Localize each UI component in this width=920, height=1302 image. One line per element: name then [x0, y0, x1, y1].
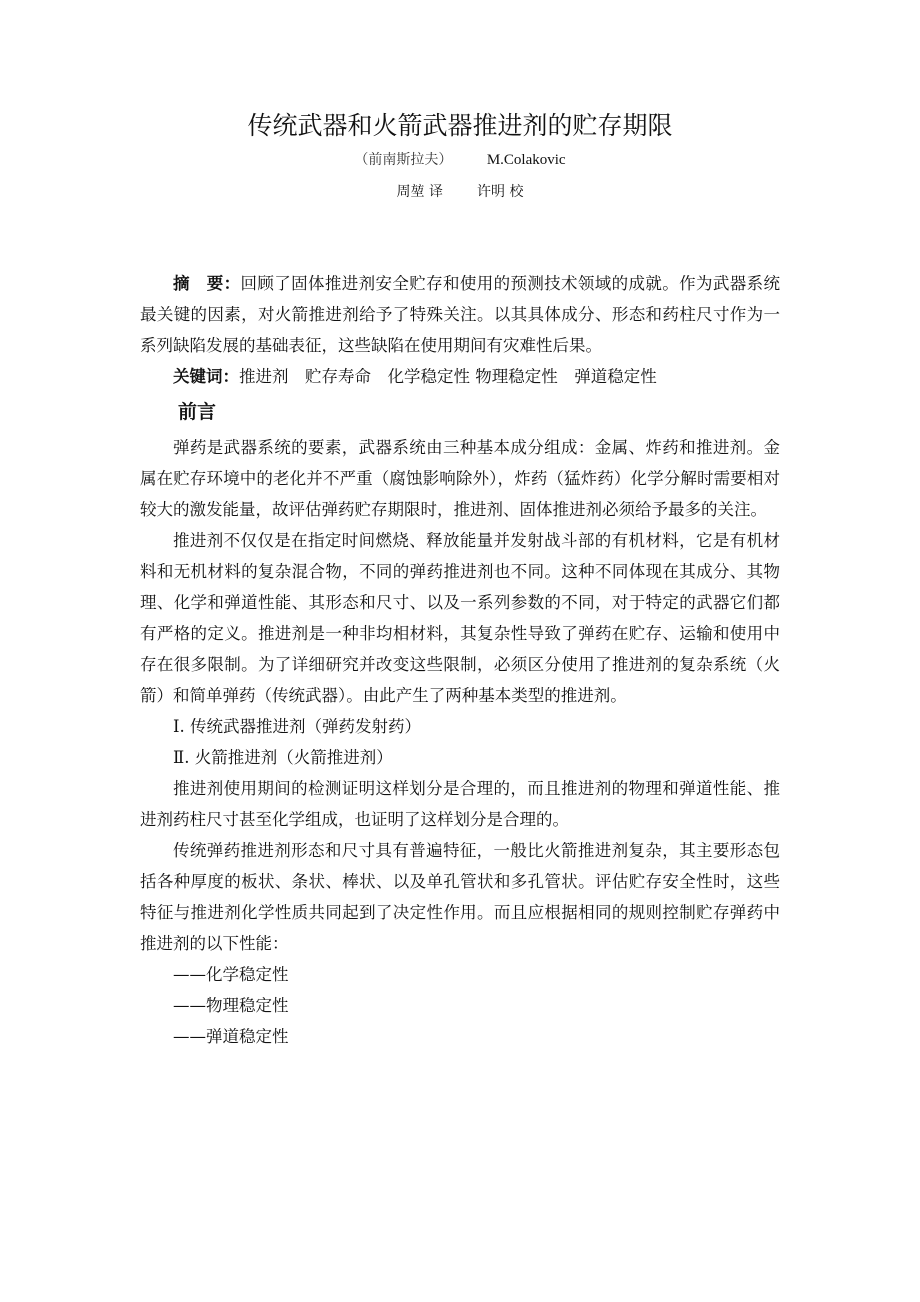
translation-credit — [0, 181, 920, 203]
abstract-text: 回顾了固体推进剂安全贮存和使用的预测技术领域的成就。作为武器系统最关键的因素，对火箭推进剂给予了特殊关注。以其具体成分、形态和药柱尺寸作为一系列缺陷发展的基础表征，这些缺陷在使用期间有灾难性后果。 — [140, 274, 781, 355]
paragraph-3: 推进剂使用期间的检测证明这样划分是合理的，而且推进剂的物理和弹道性能、推进剂药柱尺寸甚至化学组成，也证明了这样划分是合理的。 — [140, 779, 780, 829]
author-line — [0, 149, 920, 171]
abstract-paragraph — [140, 268, 780, 361]
keywords-paragraph — [140, 361, 780, 392]
reviewer: 许明 校 — [477, 184, 524, 200]
document-body — [140, 268, 780, 1052]
abstract-label: 摘 要： — [173, 274, 241, 293]
section-heading: 前言 — [178, 401, 217, 423]
translator: 周堃 译 — [396, 184, 443, 200]
keywords-label: 关键词： — [173, 367, 239, 386]
keywords-text: 推进剂 贮存寿命 化学稳定性 物理稳定性 弹道稳定性 — [239, 367, 657, 386]
property-item: ——化学稳定性 — [173, 965, 289, 984]
document-title: 传统武器和火箭武器推进剂的贮存期限 — [247, 111, 673, 140]
paragraph-4: 传统弹药推进剂形态和尺寸具有普遍特征，一般比火箭推进剂复杂，其主要形态包括各种厚度的板状、条状、棒状、以及单孔管状和多孔管状。评估贮存安全性时，这些特征与推进剂化学性质共同起到了决定性作用。而且应根据相同的规则控制贮存弹药中推进剂的以下性能： — [140, 841, 780, 953]
property-item: ——物理稳定性 — [173, 996, 289, 1015]
property-item: ——弹道稳定性 — [173, 1027, 289, 1046]
list-item-2: Ⅱ. 火箭推进剂（火箭推进剂） — [173, 748, 393, 767]
list-item-1: Ⅰ. 传统武器推进剂（弹药发射药） — [173, 717, 422, 736]
author-origin: （前南斯拉夫） — [354, 152, 453, 168]
author-name: M.Colakovic — [486, 152, 566, 168]
paragraph-2: 推进剂不仅仅是在指定时间燃烧、释放能量并发射战斗部的有机材料，它是有机材料和无机材料的复杂混合物，不同的弹药推进剂也不同。这种不同体现在其成分、其物理、化学和弹道性能、其形态和尺寸、以及一系列参数的不同，对于特定的武器它们都有严格的定义。推进剂是一种非均相材料，其复杂性导致了弹药在贮存、运输和使用中存在很多限制。为了详细研究并改变这些限制，必须区分使用了推进剂的复杂系统（火箭）和简单弹药（传统武器）。由此产生了两种基本类型的推进剂。 — [140, 531, 780, 705]
paragraph-1: 弹药是武器系统的要素，武器系统由三种基本成分组成：金属、炸药和推进剂。金属在贮存环境中的老化并不严重（腐蚀影响除外），炸药（猛炸药）化学分解时需要相对较大的激发能量，故评估弹药贮存期限时，推进剂、固体推进剂必须给予最多的关注。 — [140, 438, 780, 519]
